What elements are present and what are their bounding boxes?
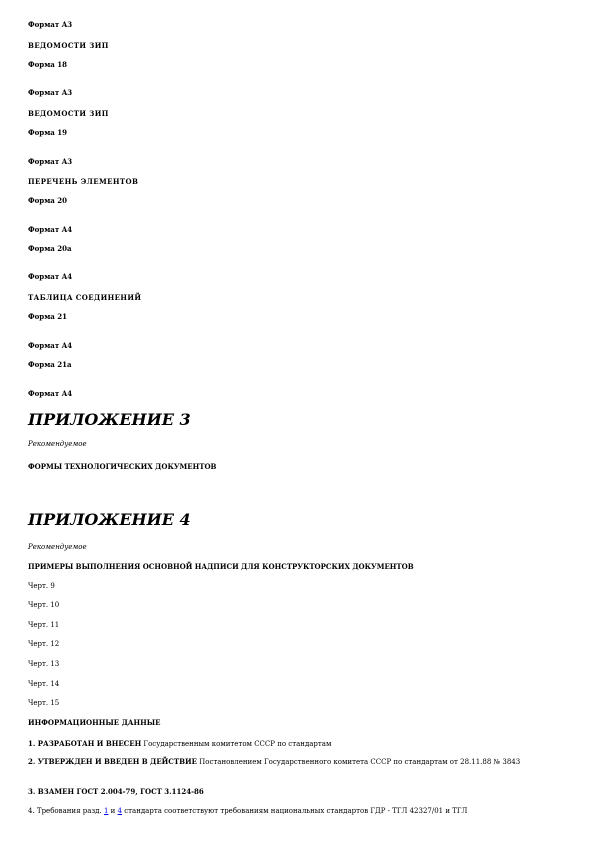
form-label: Форма 20а [28,244,72,253]
format-label: Формат А3 [28,20,73,29]
info-item-1 [28,739,331,749]
drawing-ref: Черт. 10 [28,601,60,609]
info-item-4-text-c: стандарта соответствуют требованиям национальных стандартов ГДР - ТГЛ 42327/01 и ТГЛ [122,807,468,815]
appendix-4-subtitle: ПРИМЕРЫ ВЫПОЛНЕНИЯ ОСНОВНОЙ НАДПИСИ ДЛЯ КОНСТРУКТОРСКИХ ДОКУМЕНТОВ [28,562,414,571]
drawing-ref: Черт. 12 [28,640,60,648]
format-label: Формат А4 [28,272,73,281]
section-4-link[interactable]: 4 [117,807,123,815]
drawing-ref: Черт. 14 [28,680,60,688]
appendix-4-note: Рекомендуемое [28,543,87,551]
info-item-2-text: Постановлением Государственного комитета СССР по стандартам от 28.11.88 № 3843 [196,758,521,766]
info-item-2-label: 2. УТВЕРЖДЕН И ВВЕДЕН В ДЕЙСТВИЕ [28,757,197,766]
info-item-2 [28,757,568,767]
form-label: Форма 19 [28,128,67,137]
section-label: ПЕРЕЧЕНЬ ЭЛЕМЕНТОВ [28,177,139,186]
drawing-ref: Черт. 11 [28,621,60,629]
drawing-ref: Черт. 13 [28,660,60,668]
format-label: Формат А3 [28,157,73,166]
format-label: Формат А3 [28,88,73,97]
info-item-4 [28,807,467,816]
form-label: Форма 21а [28,360,72,369]
form-label: Форма 21 [28,312,67,321]
appendix-4-title: ПРИЛОЖЕНИЕ 4 [28,510,191,529]
appendix-3-title: ПРИЛОЖЕНИЕ 3 [28,410,191,429]
info-item-1-text: Государственным комитетом СССР по стандартам [141,740,332,748]
appendix-3-note: Рекомендуемое [28,440,87,448]
section-1-link[interactable]: 1 [103,807,109,815]
section-label: ТАБЛИЦА СОЕДИНЕНИЙ [28,293,142,302]
info-item-4-text-b: и [108,807,118,815]
drawing-ref: Черт. 15 [28,699,60,707]
form-label: Форма 20 [28,196,67,205]
appendix-3-subtitle: ФОРМЫ ТЕХНОЛОГИЧЕСКИХ ДОКУМЕНТОВ [28,462,217,471]
info-item-1-label: 1. РАЗРАБОТАН И ВНЕСЕН [28,739,142,748]
format-label: Формат А4 [28,341,73,350]
info-heading: ИНФОРМАЦИОННЫЕ ДАННЫЕ [28,718,161,727]
section-label: ВЕДОМОСТИ ЗИП [28,41,109,50]
info-item-4-text-a: 4. Требования разд. [28,807,104,815]
form-label: Форма 18 [28,60,67,69]
format-label: Формат А4 [28,225,73,234]
format-label: Формат А4 [28,389,73,398]
section-label: ВЕДОМОСТИ ЗИП [28,109,109,118]
info-item-3: 3. ВЗАМЕН ГОСТ 2.004-79, ГОСТ 3.1124-86 [28,787,204,796]
drawing-ref: Черт. 9 [28,582,55,590]
